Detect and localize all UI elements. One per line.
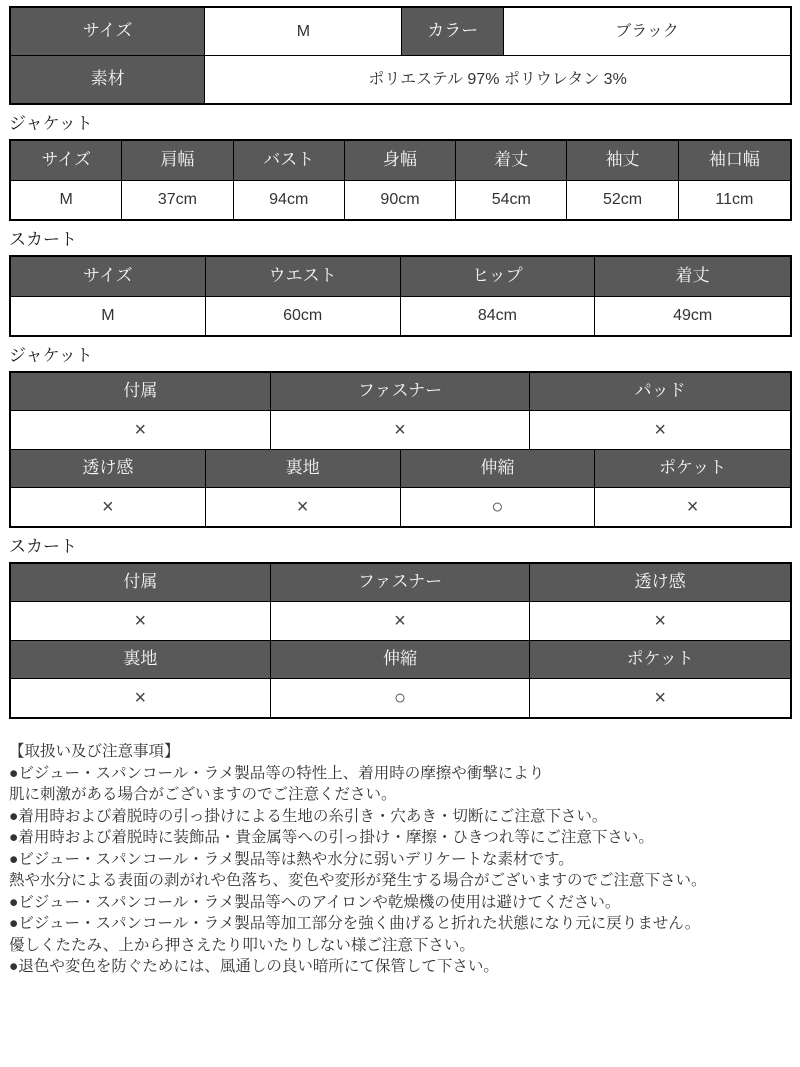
feature-header: 透け感	[530, 564, 790, 601]
care-note-line: ●着用時および着脱時の引っ掛けによる生地の糸引き・穴あき・切断にご注意下さい。	[9, 807, 608, 825]
measurement-value: 84cm	[401, 297, 596, 335]
feature-header: 透け感	[11, 450, 206, 487]
color-value: ブラック	[504, 8, 790, 55]
jacket-features-table	[9, 371, 792, 528]
measurement-value: 11cm	[679, 181, 790, 219]
skirt-measurements-label: スカート	[9, 230, 77, 249]
column-header: 肩幅	[122, 141, 233, 180]
color-header: カラー	[402, 8, 504, 55]
measurement-value: 94cm	[234, 181, 345, 219]
measurement-value: M	[11, 181, 122, 219]
care-note-line: ●ビジュー・スパンコール・ラメ製品等へのアイロンや乾燥機の使用は避けてください。	[9, 893, 621, 911]
feature-mark: ×	[11, 411, 271, 449]
care-note-line: ●着用時および着脱時に装飾品・貴金属等への引っ掛け・摩擦・ひきつれ等にご注意下さい。	[9, 829, 654, 846]
feature-mark: ○	[401, 488, 596, 526]
care-notes	[9, 741, 792, 978]
skirt-features-label: スカート	[9, 537, 77, 556]
care-note-line: 肌に刺激がある場合がございますのでご注意ください。	[9, 786, 397, 803]
feature-mark: ×	[11, 679, 271, 717]
size-header: サイズ	[11, 8, 205, 55]
care-note-line: ●ビジュー・スパンコール・ラメ製品等加工部分を強く曲げると折れた状態になり元に戻りません。	[9, 915, 701, 932]
feature-mark: ×	[530, 602, 790, 640]
skirt-features-header-row-1	[11, 564, 790, 602]
material-header: 素材	[11, 56, 205, 103]
skirt-features-value-row-1	[11, 602, 790, 641]
feature-header: ポケット	[530, 641, 790, 678]
column-header: 着丈	[595, 257, 790, 296]
jacket-features-value-row-2	[11, 488, 790, 526]
measurement-value: 49cm	[595, 297, 790, 335]
measurement-value: 52cm	[567, 181, 678, 219]
spec-table	[9, 6, 792, 105]
measurement-value: M	[11, 297, 206, 335]
skirt-features-table	[9, 562, 792, 719]
skirt-features-header-row-2	[11, 641, 790, 679]
skirt-features-value-row-2	[11, 679, 790, 717]
column-header: ヒップ	[401, 257, 596, 296]
feature-header: パッド	[530, 373, 790, 410]
jacket-features-header-row-1	[11, 373, 790, 411]
jacket-measurements-label: ジャケット	[9, 114, 93, 133]
care-note-line: ●退色や変色を防ぐためには、風通しの良い暗所にて保管して下さい。	[9, 958, 499, 975]
jacket-measurements-value-row	[11, 181, 790, 219]
skirt-measurements-table	[9, 255, 792, 337]
feature-mark: ×	[271, 602, 531, 640]
column-header: ウエスト	[206, 257, 401, 296]
column-header: 着丈	[456, 141, 567, 180]
column-header: バスト	[234, 141, 345, 180]
size-value: M	[205, 8, 402, 55]
feature-mark: ×	[595, 488, 790, 526]
feature-mark: ×	[11, 602, 271, 640]
feature-mark: ×	[11, 488, 206, 526]
column-header: サイズ	[11, 141, 122, 180]
feature-header: ファスナー	[271, 564, 531, 601]
skirt-measurements-header-row	[11, 257, 790, 297]
column-header: 身幅	[345, 141, 456, 180]
care-note-line: ●ビジュー・スパンコール・ラメ製品等の特性上、着用時の摩擦や衝撃により	[9, 764, 545, 782]
measurement-value: 54cm	[456, 181, 567, 219]
feature-mark: ×	[271, 411, 531, 449]
skirt-measurements-value-row	[11, 297, 790, 335]
column-header: 袖口幅	[679, 141, 790, 180]
feature-mark: ○	[271, 679, 531, 717]
material-value: ポリエステル 97% ポリウレタン 3%	[205, 56, 790, 103]
measurement-value: 90cm	[345, 181, 456, 219]
feature-mark: ×	[530, 679, 790, 717]
care-note-line: 熱や水分による表面の剥がれや色落ち、変色や変形が発生する場合がございますのでご注意下さい。	[9, 872, 707, 889]
feature-header: ポケット	[595, 450, 790, 487]
care-notes-title: 【取扱い及び注意事項】	[9, 743, 180, 760]
column-header: サイズ	[11, 257, 206, 296]
feature-header: 裏地	[11, 641, 271, 678]
feature-header: 裏地	[206, 450, 401, 487]
jacket-features-value-row-1	[11, 411, 790, 450]
measurement-value: 60cm	[206, 297, 401, 335]
feature-header: 付属	[11, 564, 271, 601]
feature-mark: ×	[530, 411, 790, 449]
feature-header: 付属	[11, 373, 271, 410]
measurement-value: 37cm	[122, 181, 233, 219]
jacket-features-label: ジャケット	[9, 346, 93, 365]
column-header: 袖丈	[567, 141, 678, 180]
spec-table-row-material	[11, 56, 790, 103]
feature-mark: ×	[206, 488, 401, 526]
jacket-features-header-row-2	[11, 450, 790, 488]
care-note-line: 優しくたたみ、上から押さえたり叩いたりしない様ご注意下さい。	[9, 936, 475, 954]
feature-header: 伸縮	[271, 641, 531, 678]
spec-table-row-size-color	[11, 8, 790, 56]
feature-header: 伸縮	[401, 450, 596, 487]
jacket-measurements-header-row	[11, 141, 790, 181]
feature-header: ファスナー	[271, 373, 531, 410]
care-note-line: ●ビジュー・スパンコール・ラメ製品等は熱や水分に弱いデリケートな素材です。	[9, 850, 574, 868]
jacket-measurements-table	[9, 139, 792, 221]
